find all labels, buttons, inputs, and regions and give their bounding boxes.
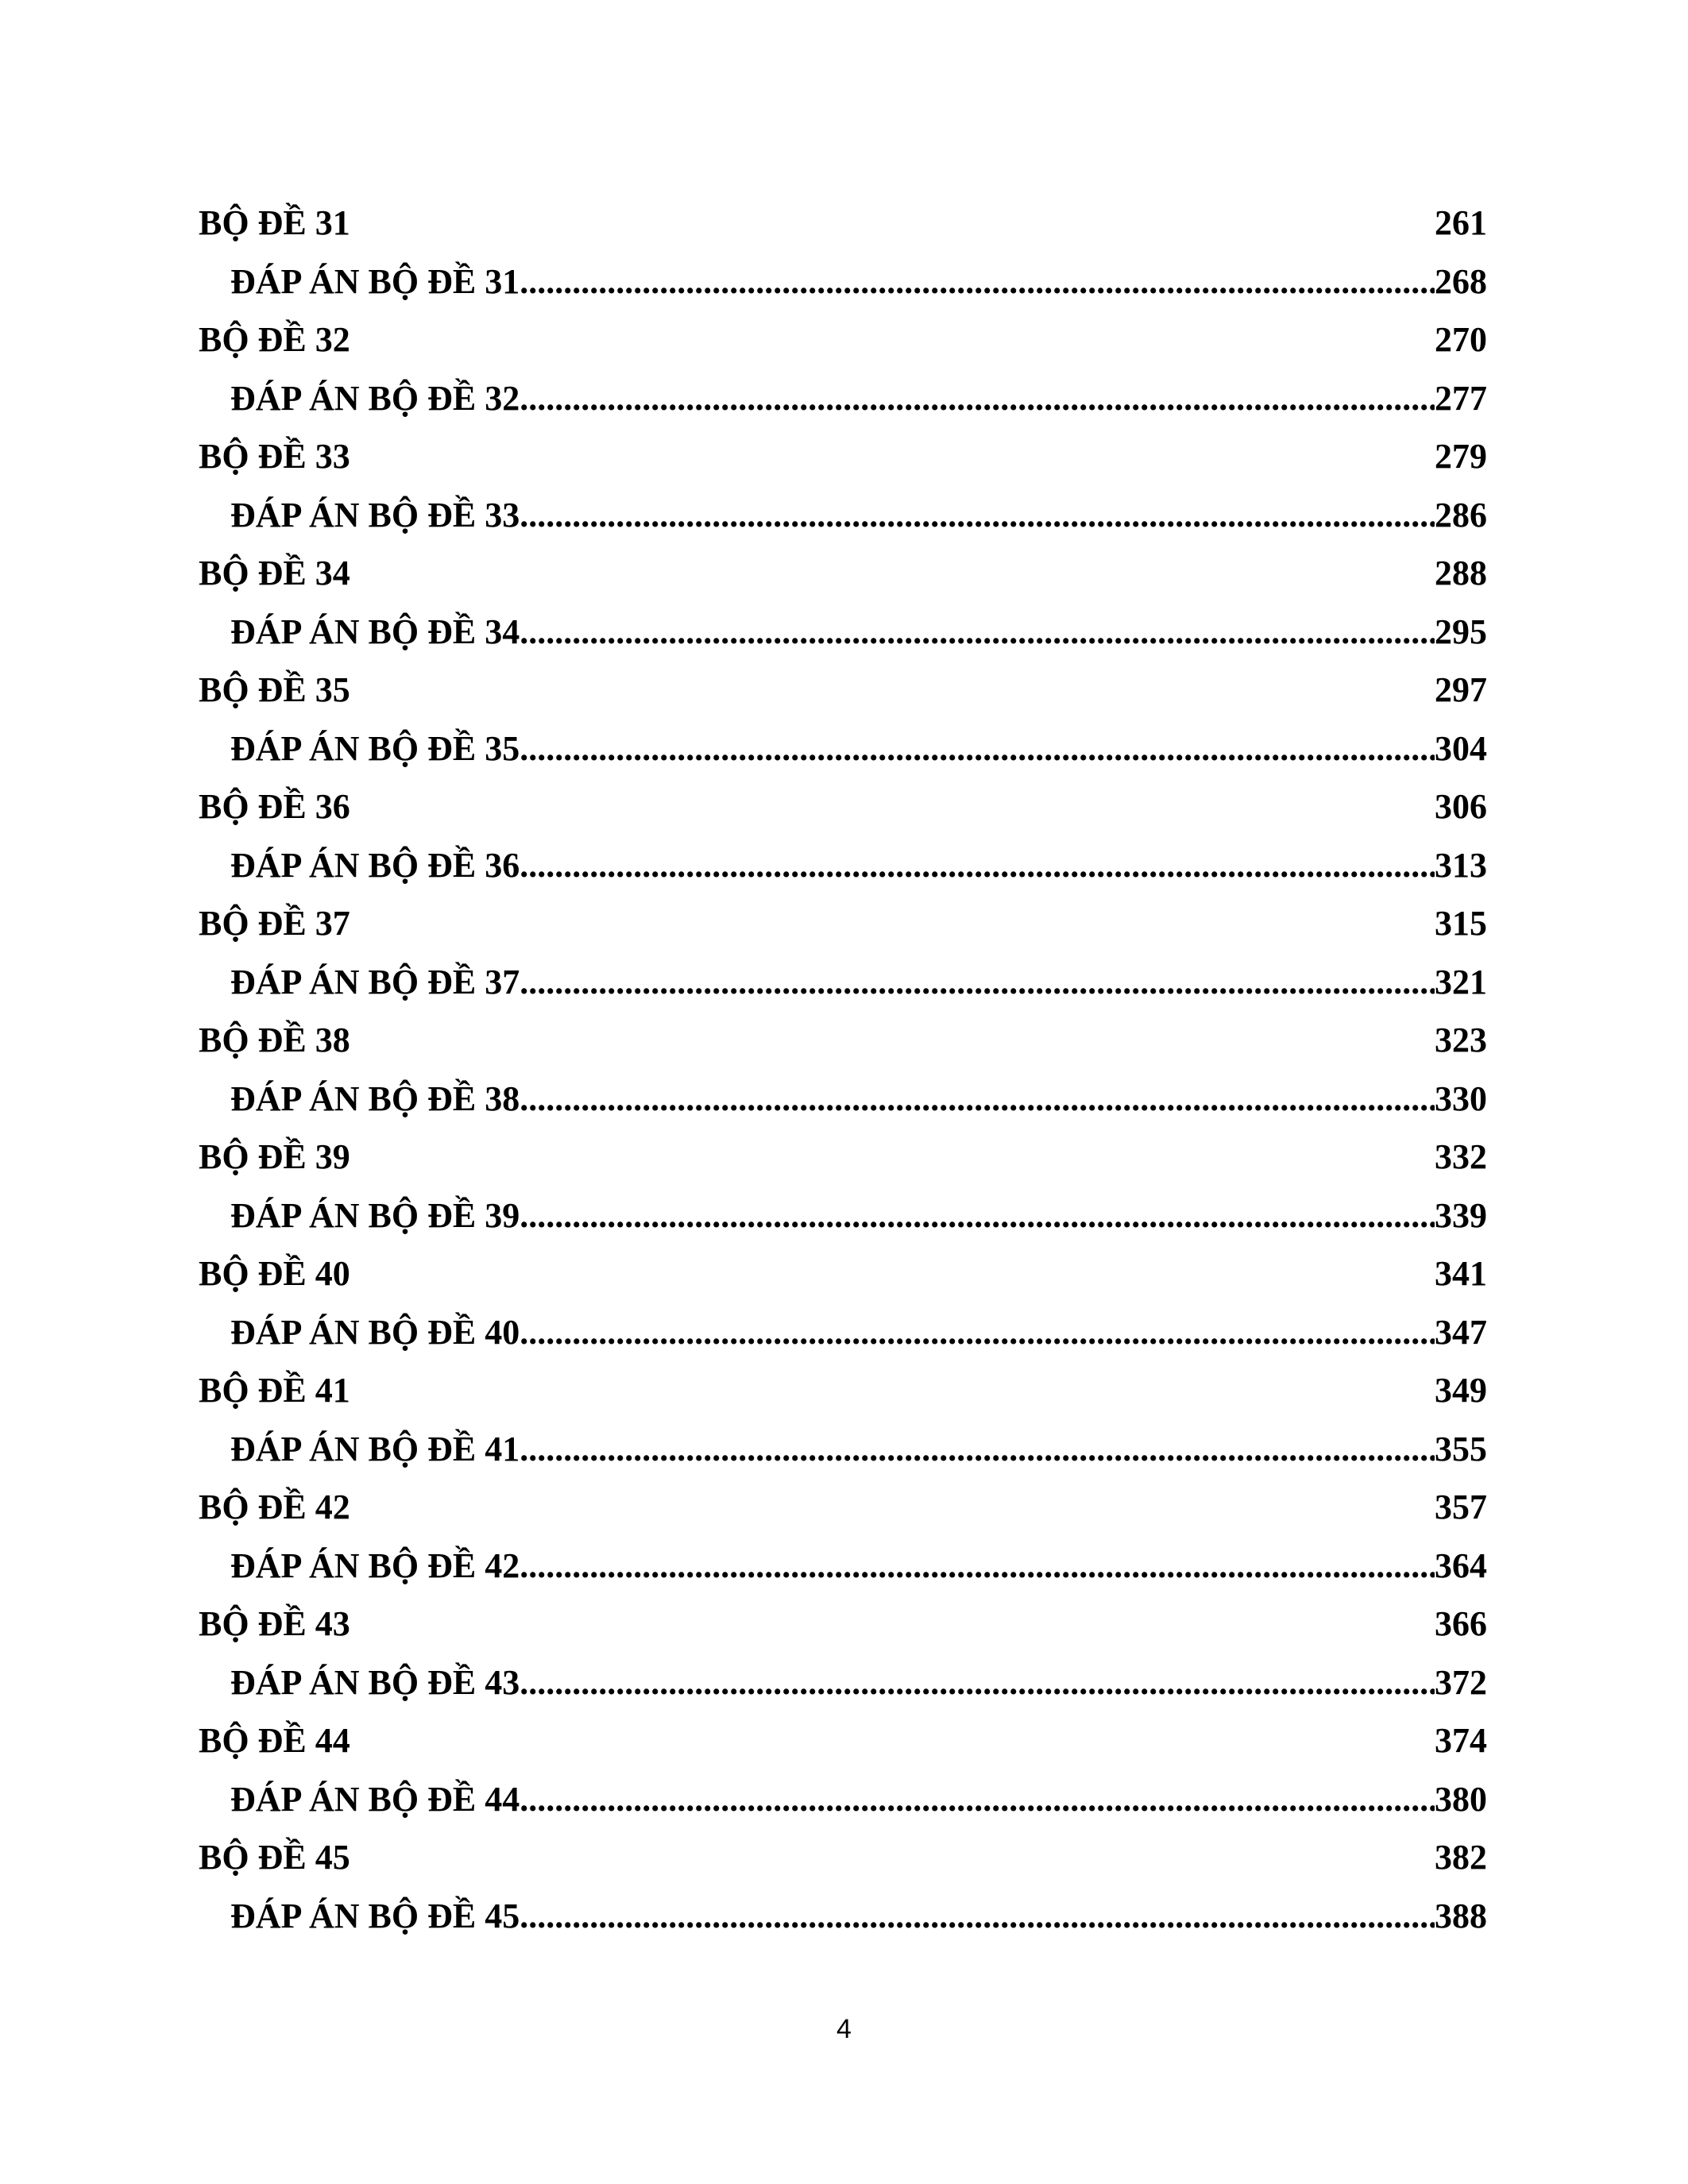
toc-entry-title: BỘ ĐỀ 39 <box>199 1137 350 1176</box>
toc-entry-exam-set[interactable] <box>199 1595 1487 1653</box>
toc-entry-title: BỘ ĐỀ 43 <box>199 1604 350 1643</box>
toc-entry-title: ĐÁP ÁN BỘ ĐỀ 40 <box>230 1312 520 1352</box>
toc-entry-title: ĐÁP ÁN BỘ ĐỀ 31 <box>230 261 520 301</box>
toc-entry-title: ĐÁP ÁN BỘ ĐỀ 35 <box>230 728 520 768</box>
toc-entry-exam-set[interactable] <box>199 1128 1487 1187</box>
toc-entry-title: ĐÁP ÁN BỘ ĐỀ 43 <box>230 1662 520 1702</box>
toc-entry-page: 388 <box>1435 1896 1487 1935</box>
toc-entry-page: 295 <box>1435 612 1487 651</box>
page-number: 4 <box>836 2014 852 2044</box>
dot-leader <box>520 1770 1435 1829</box>
toc-entry-exam-set[interactable] <box>199 1828 1487 1887</box>
toc-entry-title: ĐÁP ÁN BỘ ĐỀ 44 <box>230 1779 520 1819</box>
dot-leader <box>520 1537 1435 1596</box>
dot-leader <box>520 603 1435 662</box>
toc-entry-title: BỘ ĐỀ 37 <box>199 904 350 943</box>
toc-entry-answer-key[interactable] <box>199 1770 1487 1829</box>
toc-entry-page: 330 <box>1435 1078 1487 1118</box>
toc-entry-page: 304 <box>1435 728 1487 768</box>
toc-entry-title: ĐÁP ÁN BỘ ĐỀ 39 <box>230 1195 520 1235</box>
toc-entry-answer-key[interactable] <box>199 953 1487 1012</box>
toc-entry-answer-key[interactable] <box>199 1537 1487 1596</box>
toc-entry-exam-set[interactable] <box>199 544 1487 603</box>
toc-entry-page: 364 <box>1435 1545 1487 1585</box>
toc-entry-title: ĐÁP ÁN BỘ ĐỀ 36 <box>230 845 520 885</box>
toc-entry-page: 306 <box>1435 787 1487 826</box>
toc-entry-exam-set[interactable] <box>199 778 1487 836</box>
toc-entry-page: 277 <box>1435 378 1487 418</box>
toc-entry-title: ĐÁP ÁN BỘ ĐỀ 45 <box>230 1896 520 1935</box>
toc-entry-page: 374 <box>1435 1721 1487 1760</box>
toc-entry-page: 286 <box>1435 495 1487 534</box>
toc-entry-answer-key[interactable] <box>199 603 1487 662</box>
toc-entry-answer-key[interactable] <box>199 836 1487 895</box>
dot-leader <box>520 1070 1435 1129</box>
toc-entry-title: BỘ ĐỀ 45 <box>199 1838 350 1877</box>
toc-entry-title: ĐÁP ÁN BỘ ĐỀ 42 <box>230 1545 520 1585</box>
toc-entry-exam-set[interactable] <box>199 311 1487 369</box>
toc-entry-title: BỘ ĐỀ 34 <box>199 554 350 592</box>
toc-entry-title: BỘ ĐỀ 31 <box>199 203 350 242</box>
toc-entry-exam-set[interactable] <box>199 427 1487 486</box>
dot-leader <box>520 1303 1435 1362</box>
toc-entry-answer-key[interactable] <box>199 1303 1487 1362</box>
toc-entry-answer-key[interactable] <box>199 1887 1487 1946</box>
toc-entry-page: 261 <box>1435 203 1487 242</box>
toc-entry-page: 341 <box>1435 1254 1487 1293</box>
table-of-contents <box>199 194 1487 1945</box>
toc-entry-title: BỘ ĐỀ 38 <box>199 1021 350 1059</box>
toc-entry-title: ĐÁP ÁN BỘ ĐỀ 41 <box>230 1429 520 1468</box>
toc-entry-page: 366 <box>1435 1604 1487 1643</box>
toc-entry-page: 321 <box>1435 962 1487 1001</box>
toc-entry-page: 349 <box>1435 1371 1487 1410</box>
toc-entry-answer-key[interactable] <box>199 486 1487 545</box>
dot-leader <box>520 953 1435 1012</box>
toc-entry-title: ĐÁP ÁN BỘ ĐỀ 33 <box>230 495 520 534</box>
dot-leader <box>520 486 1435 545</box>
toc-entry-page: 268 <box>1435 261 1487 301</box>
toc-entry-page: 355 <box>1435 1429 1487 1468</box>
toc-entry-answer-key[interactable] <box>199 253 1487 311</box>
toc-entry-title: BỘ ĐỀ 44 <box>199 1721 350 1760</box>
toc-entry-answer-key[interactable] <box>199 1420 1487 1479</box>
toc-entry-title: BỘ ĐỀ 36 <box>199 787 350 826</box>
toc-entry-page: 279 <box>1435 437 1487 476</box>
toc-entry-answer-key[interactable] <box>199 1187 1487 1245</box>
dot-leader <box>520 1653 1435 1712</box>
toc-entry-exam-set[interactable] <box>199 194 1487 253</box>
dot-leader <box>520 1187 1435 1245</box>
toc-entry-title: ĐÁP ÁN BỘ ĐỀ 32 <box>230 378 520 418</box>
toc-entry-answer-key[interactable] <box>199 1653 1487 1712</box>
dot-leader <box>520 253 1435 311</box>
toc-entry-exam-set[interactable] <box>199 661 1487 720</box>
dot-leader <box>520 369 1435 428</box>
toc-entry-title: ĐÁP ÁN BỘ ĐỀ 37 <box>230 962 520 1001</box>
dot-leader <box>520 1887 1435 1946</box>
toc-entry-page: 357 <box>1435 1488 1487 1526</box>
toc-entry-page: 380 <box>1435 1779 1487 1819</box>
toc-entry-exam-set[interactable] <box>199 1361 1487 1420</box>
toc-entry-exam-set[interactable] <box>199 1011 1487 1070</box>
toc-entry-title: ĐÁP ÁN BỘ ĐỀ 34 <box>230 612 520 651</box>
toc-entry-page: 372 <box>1435 1662 1487 1702</box>
toc-entry-exam-set[interactable] <box>199 1244 1487 1303</box>
toc-entry-answer-key[interactable] <box>199 369 1487 428</box>
toc-entry-exam-set[interactable] <box>199 1478 1487 1537</box>
toc-entry-answer-key[interactable] <box>199 720 1487 778</box>
toc-entry-page: 270 <box>1435 320 1487 359</box>
toc-entry-exam-set[interactable] <box>199 1711 1487 1770</box>
toc-entry-answer-key[interactable] <box>199 1070 1487 1129</box>
toc-entry-title: BỘ ĐỀ 33 <box>199 437 350 476</box>
dot-leader <box>520 720 1435 778</box>
toc-entry-page: 313 <box>1435 845 1487 885</box>
toc-entry-title: BỘ ĐỀ 42 <box>199 1488 350 1526</box>
dot-leader <box>520 836 1435 895</box>
toc-entry-exam-set[interactable] <box>199 894 1487 953</box>
toc-entry-page: 323 <box>1435 1021 1487 1059</box>
toc-entry-page: 347 <box>1435 1312 1487 1352</box>
toc-entry-title: BỘ ĐỀ 35 <box>199 670 350 709</box>
toc-entry-page: 332 <box>1435 1137 1487 1176</box>
toc-entry-page: 315 <box>1435 904 1487 943</box>
toc-entry-title: BỘ ĐỀ 41 <box>199 1371 350 1410</box>
toc-entry-page: 339 <box>1435 1195 1487 1235</box>
toc-entry-page: 288 <box>1435 554 1487 592</box>
dot-leader <box>520 1420 1435 1479</box>
toc-entry-page: 297 <box>1435 670 1487 709</box>
toc-entry-title: ĐÁP ÁN BỘ ĐỀ 38 <box>230 1078 520 1118</box>
toc-entry-page: 382 <box>1435 1838 1487 1877</box>
toc-entry-title: BỘ ĐỀ 40 <box>199 1254 350 1293</box>
toc-entry-title: BỘ ĐỀ 32 <box>199 320 350 359</box>
